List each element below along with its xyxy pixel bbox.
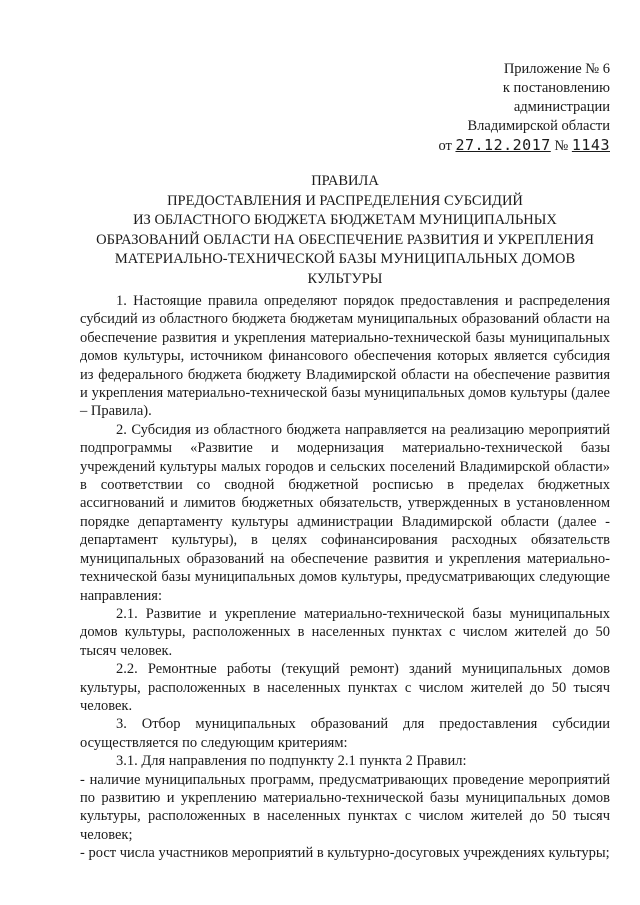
criterion-item-1: - наличие муниципальных программ, предусматривающих проведение мероприятий по развитию и укреплению материально-технической базы муниципальных домов культуры, расположенных в населенных пунктах с числом жителей до 50 тысяч человек; (80, 771, 610, 843)
paragraph-3: 3. Отбор муниципальных образований для предоставления субсидии осуществляется по следующим критериям: (80, 716, 610, 751)
appendix-number: Приложение № 6 (503, 61, 610, 77)
criterion-item-2: - рост числа участников мероприятий в культурно-досуговых учреждениях культуры; (80, 845, 610, 862)
paragraph-2: 2. Субсидия из областного бюджета направляется на реализацию мероприятий подпрограммы «Развитие и модернизация материально-технической базы учреждений культуры малых городов и сельских поселений Владимирской области» в соответствии со сводной бюджетной росписью в пределах бюджетных ассигнований и лимитов бюджетных обязательств, утвержденных в установленном порядке департаменту культуры администрации Владимирской области (далее - департамент культуры), в целях софинансирования расходных обязательств муниципальных образований на обеспечение развития и укрепления материально-технической базы муниципальных домов культуры, предусматривающих следующие направления: (80, 421, 610, 604)
resolution-number: 1143 (571, 136, 610, 154)
paragraph-3-1: 3.1. Для направления по подпункту 2.1 пункта 2 Правил: (116, 753, 467, 770)
appendix-administration: администрации (513, 99, 610, 115)
date-prefix: от (438, 138, 452, 154)
paragraph-2-2: 2.2. Ремонтные работы (текущий ремонт) зданий муниципальных домов культуры, расположенных в населенных пунктах с числом жителей до 50 тысяч человек. (80, 661, 610, 714)
paragraph-1: 1. Настоящие правила определяют порядок предоставления и распределения субсидий из областного бюджета бюджетам муниципальных образований области на обеспечение развития и укрепления материально-технической базы муниципальных домов культуры, источником финансового обеспечения которых является субсидия из федерального бюджета бюджету Владимирской области на обеспечение развития и укрепления материально-технической базы муниципальных домов культуры (далее – Правила). (80, 293, 610, 420)
number-prefix: № (554, 138, 569, 154)
title-line-5: КУЛЬТУРЫ (307, 270, 383, 287)
title-line-3: ОБРАЗОВАНИЙ ОБЛАСТИ НА ОБЕСПЕЧЕНИЕ РАЗВИТИЯ И УКРЕПЛЕНИЯ (96, 231, 594, 248)
appendix-region: Владимирской области (467, 118, 610, 134)
title-line-2: ИЗ ОБЛАСТНОГО БЮДЖЕТА БЮДЖЕТАМ МУНИЦИПАЛЬНЫХ (133, 212, 557, 228)
paragraph-2-1: 2.1. Развитие и укрепление материально-технической базы муниципальных домов культуры, расположенных в населенных пунктах с числом жителей до 50 тысяч человек. (80, 605, 610, 659)
document-title (80, 172, 610, 289)
title-heading: ПРАВИЛА (311, 173, 379, 189)
resolution-date: 27.12.2017 (455, 136, 551, 154)
document-body (80, 292, 610, 863)
appendix-resolution-ref: к постановлению (502, 80, 610, 96)
title-line-1: ПРЕДОСТАВЛЕНИЯ И РАСПРЕДЕЛЕНИЯ СУБСИДИЙ (167, 192, 523, 209)
appendix-date-line (438, 136, 610, 156)
title-line-4: МАТЕРИАЛЬНО-ТЕХНИЧЕСКОЙ БАЗЫ МУНИЦИПАЛЬНЫХ ДОМОВ (114, 251, 576, 267)
appendix-header (438, 60, 610, 156)
